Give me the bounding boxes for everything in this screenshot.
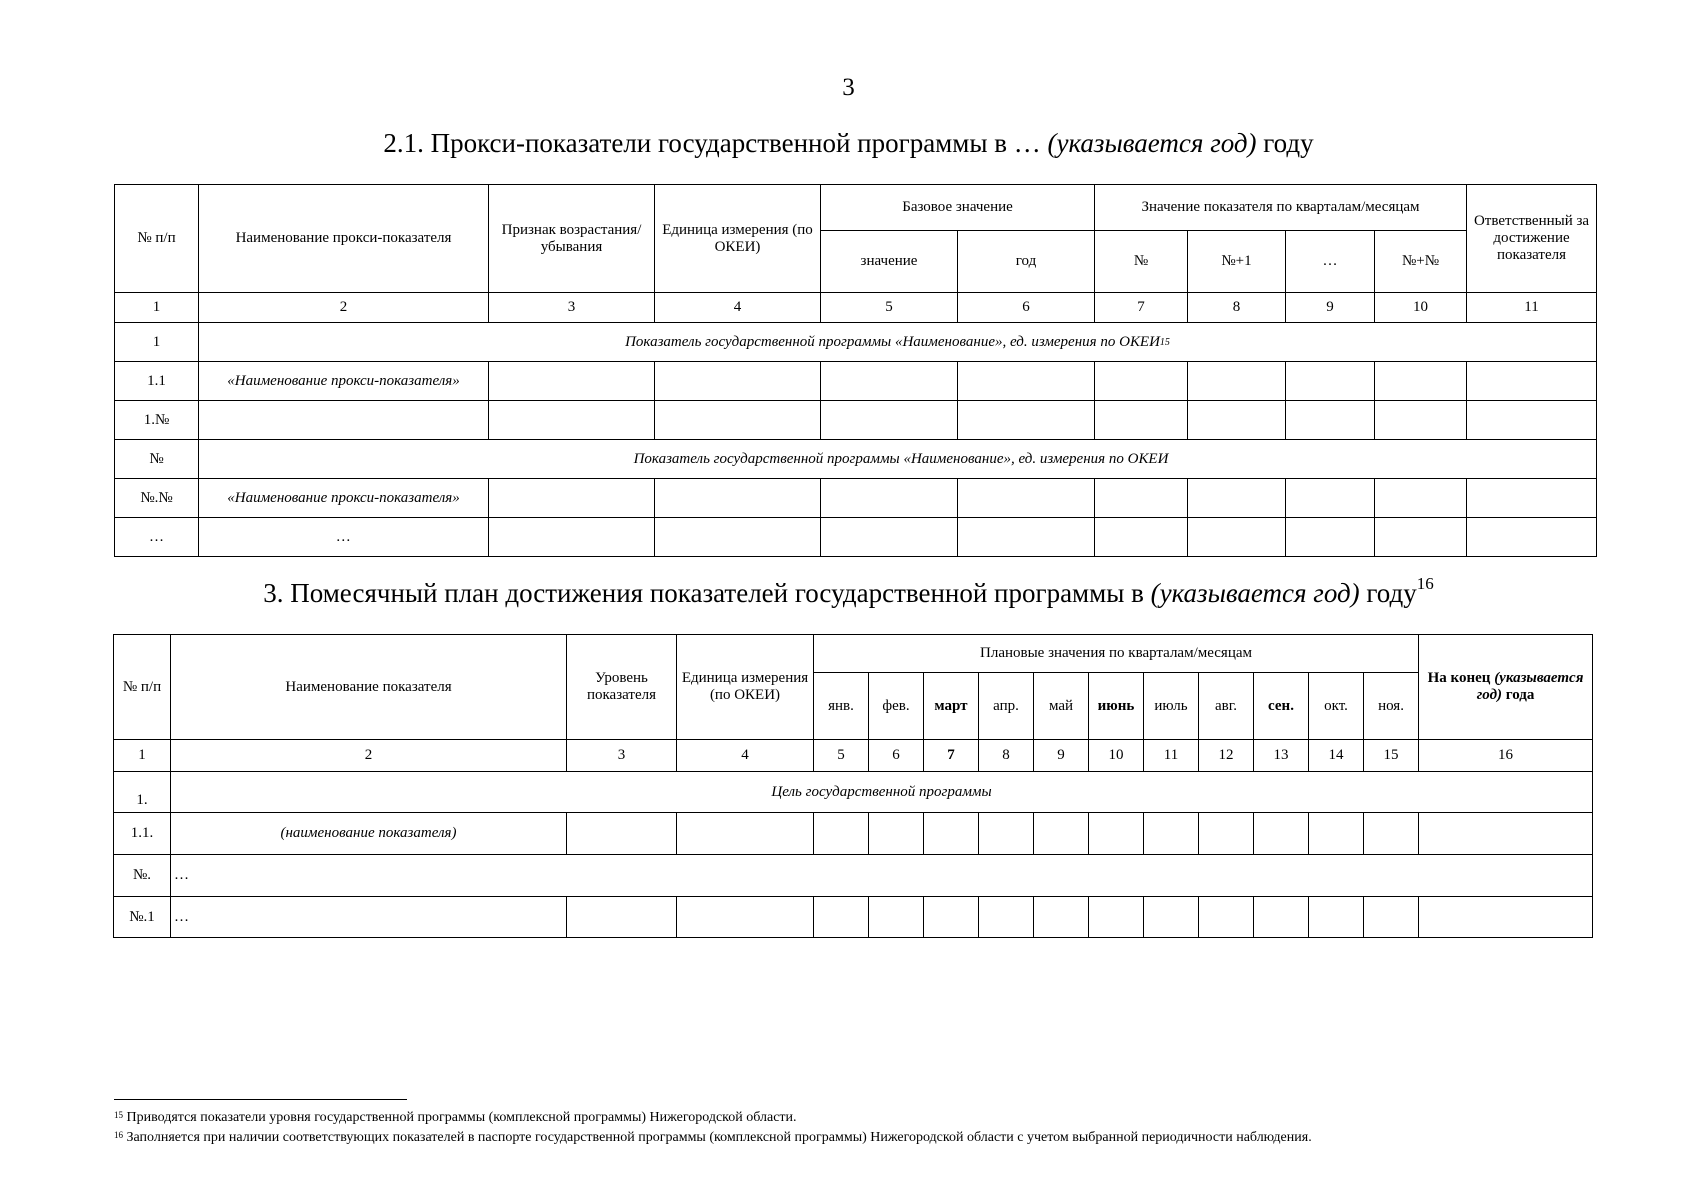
column-number: 5 — [821, 293, 958, 323]
empty-cell — [1286, 362, 1375, 401]
column-number: 12 — [1199, 740, 1254, 772]
empty-cell — [567, 813, 677, 855]
column-number: 6 — [869, 740, 924, 772]
column-number: 10 — [1089, 740, 1144, 772]
empty-cell — [655, 518, 821, 557]
empty-cell — [1188, 479, 1286, 518]
footnote-ref: 16 — [1416, 574, 1434, 593]
empty-cell — [1199, 813, 1254, 855]
table-row — [115, 479, 1597, 518]
header-num: № п/п — [115, 185, 199, 293]
empty-cell — [489, 518, 655, 557]
row-number: 1.1. — [114, 813, 171, 855]
header-quarter-values: Значение показателя по кварталам/месяцам — [1095, 185, 1467, 231]
empty-cell — [1095, 401, 1188, 440]
empty-cell — [1375, 362, 1467, 401]
header-plan-values: Плановые значения по кварталам/месяцам — [814, 635, 1419, 673]
header-period-1: № — [1095, 231, 1188, 293]
program-goal-text: Цель государственной программы — [171, 772, 1593, 813]
table-row — [114, 855, 1593, 897]
ellipsis-cell: … — [199, 518, 489, 557]
row-number: 1.1 — [115, 362, 199, 401]
column-number: 4 — [655, 293, 821, 323]
empty-cell — [1188, 362, 1286, 401]
empty-cell — [1034, 813, 1089, 855]
footnote-16 — [114, 1130, 1312, 1146]
empty-cell — [1095, 518, 1188, 557]
empty-cell — [1188, 518, 1286, 557]
column-number: 8 — [979, 740, 1034, 772]
empty-cell — [1095, 479, 1188, 518]
row-number: … — [115, 518, 199, 557]
header-year-end-bold: На конец — [1427, 670, 1495, 686]
empty-cell — [1188, 401, 1286, 440]
program-indicator-cell — [199, 323, 1597, 362]
column-number: 11 — [1467, 293, 1597, 323]
column-number: 3 — [489, 293, 655, 323]
empty-cell — [1467, 362, 1597, 401]
footnote-text: Приводятся показатели уровня государственной программы (комплексной программы) Нижегородской области. — [123, 1110, 797, 1125]
title-text: 3. Помесячный план достижения показателей государственной программы в — [263, 578, 1151, 608]
empty-cell — [1286, 479, 1375, 518]
column-number: 15 — [1364, 740, 1419, 772]
table-row — [115, 518, 1597, 557]
header-month: янв. — [814, 673, 869, 740]
column-number: 9 — [1034, 740, 1089, 772]
empty-cell — [1375, 518, 1467, 557]
empty-cell — [958, 401, 1095, 440]
header-period-4: №+№ — [1375, 231, 1467, 293]
empty-cell — [821, 401, 958, 440]
empty-cell — [567, 897, 677, 938]
proxy-indicators-table — [114, 184, 1597, 557]
indicator-name: (наименование показателя) — [171, 813, 567, 855]
empty-cell — [821, 518, 958, 557]
title-italic-text: (указывается год) — [1150, 578, 1360, 608]
empty-cell — [1375, 479, 1467, 518]
footnote-mark: 15 — [114, 1110, 123, 1120]
empty-cell — [1254, 813, 1309, 855]
header-responsible: Ответственный за достижение показателя — [1467, 185, 1597, 293]
row-number: 1. — [114, 772, 171, 813]
table-row — [115, 323, 1597, 362]
empty-cell — [1467, 479, 1597, 518]
empty-cell — [1467, 518, 1597, 557]
empty-cell — [1375, 401, 1467, 440]
title-suffix: году — [1359, 578, 1417, 608]
column-number: 4 — [677, 740, 814, 772]
table-row — [114, 772, 1593, 813]
table-row — [115, 362, 1597, 401]
empty-cell — [1089, 897, 1144, 938]
row-number: №. — [114, 855, 171, 897]
header-month: окт. — [1309, 673, 1364, 740]
program-indicator-text: Показатель государственной программы «Наименование», ед. измерения по ОКЕИ — [625, 333, 1160, 350]
header-base-value-value: значение — [821, 231, 958, 293]
column-number: 8 — [1188, 293, 1286, 323]
empty-cell — [1419, 897, 1593, 938]
column-number: 11 — [1144, 740, 1199, 772]
column-number: 1 — [115, 293, 199, 323]
title-text: 2.1. Прокси-показатели государственной программы в … — [383, 128, 1048, 158]
proxy-indicator-name: «Наименование прокси-показателя» — [199, 479, 489, 518]
table-row — [114, 813, 1593, 855]
monthly-plan-table — [113, 634, 1593, 938]
empty-cell — [677, 813, 814, 855]
empty-cell — [924, 897, 979, 938]
title-suffix: году — [1256, 128, 1314, 158]
section-title-monthly-plan — [0, 574, 1697, 609]
column-number: 2 — [199, 293, 489, 323]
row-number: №.1 — [114, 897, 171, 938]
empty-cell — [1199, 897, 1254, 938]
header-period-2: №+1 — [1188, 231, 1286, 293]
empty-cell — [1254, 897, 1309, 938]
column-number: 16 — [1419, 740, 1593, 772]
column-number: 6 — [958, 293, 1095, 323]
row-number: 1 — [115, 323, 199, 362]
footnote-mark: 16 — [114, 1130, 123, 1140]
header-month: сен. — [1254, 673, 1309, 740]
empty-cell — [1286, 518, 1375, 557]
empty-cell — [1034, 897, 1089, 938]
empty-cell — [958, 518, 1095, 557]
ellipsis-cell: … — [171, 897, 567, 938]
empty-cell — [814, 897, 869, 938]
empty-cell — [1364, 813, 1419, 855]
column-number: 13 — [1254, 740, 1309, 772]
column-number: 1 — [114, 740, 171, 772]
column-number: 5 — [814, 740, 869, 772]
header-year-end — [1419, 635, 1593, 740]
header-sign: Признак возрастания/ убывания — [489, 185, 655, 293]
column-number: 3 — [567, 740, 677, 772]
header-base-value-year: год — [958, 231, 1095, 293]
empty-cell — [1144, 897, 1199, 938]
empty-cell — [1089, 813, 1144, 855]
column-number: 7 — [924, 740, 979, 772]
empty-cell — [869, 813, 924, 855]
empty-cell — [1419, 813, 1593, 855]
empty-cell — [655, 362, 821, 401]
empty-cell — [869, 897, 924, 938]
column-number: 2 — [171, 740, 567, 772]
header-month: фев. — [869, 673, 924, 740]
empty-cell — [655, 479, 821, 518]
footnote-ref: 15 — [1159, 336, 1170, 348]
header-base-value: Базовое значение — [821, 185, 1095, 231]
footnote-15 — [114, 1110, 797, 1126]
column-number: 14 — [1309, 740, 1364, 772]
empty-cell — [199, 401, 489, 440]
empty-cell — [1467, 401, 1597, 440]
empty-cell — [821, 362, 958, 401]
header-proxy-name: Наименование прокси-показателя — [199, 185, 489, 293]
header-month: июнь — [1089, 673, 1144, 740]
header-unit: Единица измерения (по ОКЕИ) — [655, 185, 821, 293]
footnote-separator — [114, 1099, 407, 1100]
footnote-text: Заполняется при наличии соответствующих показателей в паспорте государственной программы (комплексной программы) Нижегородской области с учетом выбранной периодичности наблюдения. — [123, 1130, 1312, 1145]
section-title-proxy-indicators — [0, 128, 1697, 159]
row-number: № — [115, 440, 199, 479]
empty-cell — [677, 897, 814, 938]
empty-cell — [1364, 897, 1419, 938]
header-num: № п/п — [114, 635, 171, 740]
empty-cell — [489, 401, 655, 440]
header-month: июль — [1144, 673, 1199, 740]
header-period-3: … — [1286, 231, 1375, 293]
header-month: март — [924, 673, 979, 740]
row-number: 1.№ — [115, 401, 199, 440]
title-italic-text: (указывается год) — [1047, 128, 1257, 158]
header-month: апр. — [979, 673, 1034, 740]
header-month: ноя. — [1364, 673, 1419, 740]
empty-cell — [979, 897, 1034, 938]
column-number: 10 — [1375, 293, 1467, 323]
empty-cell — [979, 813, 1034, 855]
empty-cell — [1286, 401, 1375, 440]
empty-cell — [1309, 897, 1364, 938]
page-number: 3 — [842, 74, 855, 101]
table-row — [115, 401, 1597, 440]
header-month: май — [1034, 673, 1089, 740]
header-unit: Единица измерения (по ОКЕИ) — [677, 635, 814, 740]
empty-cell — [489, 479, 655, 518]
empty-cell — [1144, 813, 1199, 855]
ellipsis-cell: … — [171, 855, 1593, 897]
program-indicator-text: Показатель государственной программы «Наименование», ед. измерения по ОКЕИ — [199, 440, 1597, 479]
empty-cell — [1309, 813, 1364, 855]
empty-cell — [655, 401, 821, 440]
table-row — [115, 440, 1597, 479]
column-number: 9 — [1286, 293, 1375, 323]
empty-cell — [489, 362, 655, 401]
row-number: №.№ — [115, 479, 199, 518]
proxy-indicator-name: «Наименование прокси-показателя» — [199, 362, 489, 401]
header-month: авг. — [1199, 673, 1254, 740]
empty-cell — [924, 813, 979, 855]
table-row — [114, 897, 1593, 938]
header-year-end-suffix: года — [1502, 687, 1535, 703]
empty-cell — [814, 813, 869, 855]
header-year-end-italic: (указывается год) — [1476, 670, 1584, 703]
empty-cell — [821, 479, 958, 518]
header-level: Уровень показателя — [567, 635, 677, 740]
header-indicator-name: Наименование показателя — [171, 635, 567, 740]
empty-cell — [1095, 362, 1188, 401]
empty-cell — [958, 362, 1095, 401]
empty-cell — [958, 479, 1095, 518]
column-number: 7 — [1095, 293, 1188, 323]
